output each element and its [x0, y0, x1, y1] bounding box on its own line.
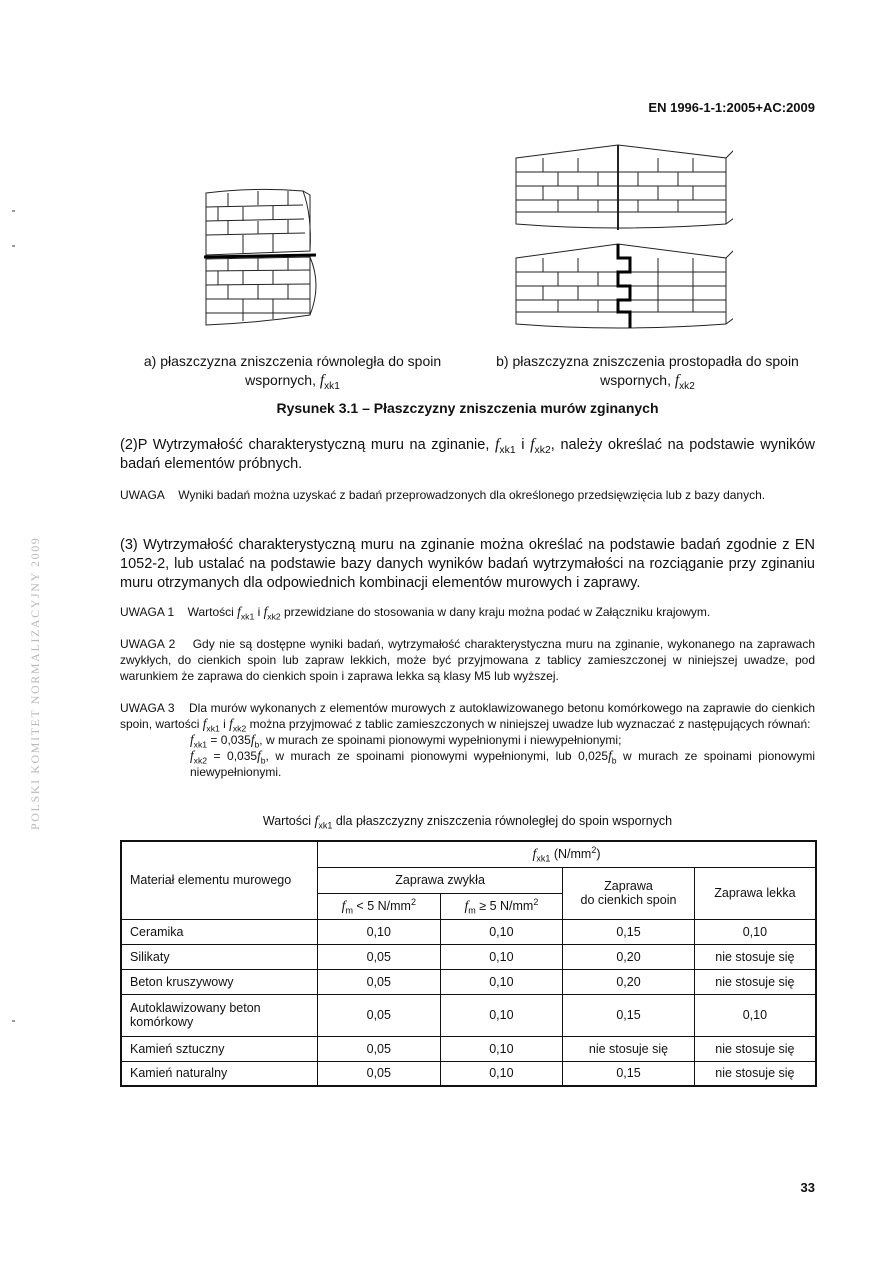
scan-dot — [12, 210, 15, 212]
note1-label: UWAGA 1 — [120, 605, 175, 619]
eq2-symbol: f — [190, 748, 194, 763]
fm-lt-sub: m — [345, 905, 353, 916]
thin-joint-mortar-header — [563, 867, 695, 919]
cell-ge: 0,10 — [440, 994, 563, 1036]
cell-ge: 0,10 — [440, 969, 563, 994]
thin-header-line1: Zaprawa — [604, 879, 653, 893]
note3-text1: Dla murów wykonanych z elementów murowych z autoklawizowanego betonu komórkowego na zaprawie do cienkich spoin, wartości — [120, 701, 816, 731]
table-caption-text1: Wartości — [262, 814, 315, 828]
table-caption — [120, 813, 815, 829]
fm-ge-text: ≥ 5 N/mm — [475, 899, 534, 913]
note0-label: UWAGA — [120, 488, 165, 502]
fxk1-header-unit-close: ) — [596, 847, 601, 862]
caption-b-prefix: wspornych, — [600, 372, 675, 388]
table-row — [121, 969, 816, 994]
eq2-symbol3: f — [608, 748, 612, 763]
note3-symbol2: f — [229, 716, 233, 731]
fxk1-header-exp: 2 — [591, 845, 597, 856]
equation-2 — [120, 748, 815, 780]
note3-symbol1: f — [202, 716, 207, 731]
fxk1-header-sub: xk1 — [536, 853, 551, 864]
fm-ge-5-header — [440, 893, 563, 919]
note0-text: Wyniki badań można uzyskać z badań przeprowadzonych dla określonego przedsięwzięcia lub z bazy danych. — [178, 488, 766, 502]
thin-header-line2: do cienkich spoin — [580, 893, 677, 907]
cell-light: nie stosuje się — [694, 1036, 816, 1061]
figure-title: Rysunek 3.1 – Płaszczyzny zniszczenia murów zginanych — [276, 400, 659, 416]
figure-a-wall-drawing — [198, 185, 328, 330]
fm-ge-exp: 2 — [533, 896, 539, 907]
caption-a-prefix: wspornych, — [245, 372, 320, 388]
eq2-sub3: b — [611, 755, 617, 766]
standard-code: EN 1996-1-1:2005+AC:2009 — [648, 100, 815, 115]
cell-thin: 0,15 — [563, 1061, 695, 1086]
material-header: Materiał elementu murowego — [121, 841, 318, 919]
row-material: Kamień naturalny — [121, 1061, 318, 1086]
row-material: Autoklawizowany beton komórkowy — [121, 994, 318, 1036]
table-row — [121, 1036, 816, 1061]
caption-b-line1: b) płaszczyzna zniszczenia prostopadła do spoin — [496, 353, 799, 369]
eq2-sub2: b — [260, 755, 266, 766]
cell-ge: 0,10 — [440, 1036, 563, 1061]
caption-a-line1: a) płaszczyzna zniszczenia równoległa do spoin — [143, 353, 442, 369]
eq2-sub: xk2 — [193, 755, 208, 766]
cell-light: nie stosuje się — [694, 1061, 816, 1086]
fm-lt-symbol: f — [341, 898, 346, 913]
para2-symbol2: f — [530, 436, 535, 453]
note2-label: UWAGA 2 — [120, 637, 176, 651]
table-row — [121, 1061, 816, 1086]
cell-ge: 0,10 — [440, 919, 563, 944]
note-uwaga-3 — [120, 700, 815, 780]
eq1-rest: , w murach ze spoinami pionowymi wypełnionymi i niewypełnionymi; — [259, 733, 622, 747]
cell-lt: 0,05 — [318, 994, 441, 1036]
note3-text3: można przyjmować z tablic zamieszczonych w niniejszej uwadze lub wyznaczać z następujących równań: — [246, 717, 811, 731]
caption-b-subscript: xk2 — [679, 380, 695, 392]
eq1-sub2: b — [254, 739, 260, 750]
scan-dot — [12, 1020, 15, 1022]
eq1-symbol: f — [190, 732, 194, 747]
cell-lt: 0,05 — [318, 944, 441, 969]
fxk1-header-unit: (N/mm — [550, 847, 592, 862]
fxk1-header-symbol: f — [532, 846, 537, 862]
note-uwaga-2 — [120, 636, 815, 684]
fm-lt-text: < 5 N/mm — [352, 899, 411, 913]
cell-lt: 0,05 — [318, 969, 441, 994]
row-material: Silikaty — [121, 944, 318, 969]
caption-b-symbol: f — [674, 372, 680, 389]
para2-text2: i — [515, 437, 531, 453]
table-caption-sub: xk1 — [318, 820, 333, 831]
cell-light: nie stosuje się — [694, 969, 816, 994]
cell-thin: 0,15 — [563, 919, 695, 944]
cell-lt: 0,05 — [318, 1036, 441, 1061]
equation-1 — [120, 732, 815, 748]
normal-mortar-header: Zaprawa zwykła — [318, 867, 563, 893]
flexural-strength-table — [120, 840, 817, 1087]
caption-a-subscript: xk1 — [324, 380, 340, 392]
note3-text2: i — [219, 717, 230, 731]
eq1-sub: xk1 — [193, 739, 208, 750]
note-uwaga-1 — [120, 604, 815, 620]
cell-lt: 0,05 — [318, 1061, 441, 1086]
caption-a-symbol: f — [319, 372, 325, 389]
scan-dot — [12, 245, 15, 247]
eq2-coef: = 0,035 — [207, 749, 258, 763]
cell-light: 0,10 — [694, 919, 816, 944]
note1-symbol1: f — [237, 604, 241, 619]
figure-caption-b — [475, 352, 820, 390]
cell-light: nie stosuje się — [694, 944, 816, 969]
table-caption-symbol: f — [314, 813, 319, 828]
note1-symbol2: f — [263, 604, 268, 619]
note3-label: UWAGA 3 — [120, 701, 175, 715]
figure-caption-a — [120, 352, 465, 390]
eq1-symbol2: f — [250, 732, 255, 747]
light-mortar-header: Zaprawa lekka — [694, 867, 816, 919]
cell-thin: 0,20 — [563, 944, 695, 969]
figure-b-wall-drawing — [508, 140, 733, 335]
para2-text1: (2)P Wytrzymałość charakterystyczną muru na zginanie, — [120, 437, 495, 453]
cell-ge: 0,10 — [440, 944, 563, 969]
note1-text1: Wartości — [187, 605, 238, 619]
watermark: POLSKI KOMITET NORMALIZACYJNY 2009 — [28, 536, 42, 830]
cell-lt: 0,10 — [318, 919, 441, 944]
fm-lt-5-header — [318, 893, 441, 919]
para2-sub1: xk1 — [499, 444, 516, 456]
para2-symbol1: f — [494, 436, 500, 453]
cell-thin: nie stosuje się — [563, 1036, 695, 1061]
table-row — [121, 919, 816, 944]
page-number: 33 — [800, 1180, 815, 1195]
note3-sub1: xk1 — [206, 723, 220, 734]
note3-sub2: xk2 — [232, 723, 247, 734]
cell-thin: 0,20 — [563, 969, 695, 994]
cell-ge: 0,10 — [440, 1061, 563, 1086]
row-material: Kamień sztuczny — [121, 1036, 318, 1061]
note1-text3: przewidziane do stosowania w dany kraju można podać w Załączniku krajowym. — [280, 605, 711, 619]
fm-ge-sub: m — [468, 905, 476, 916]
table-caption-text2: dla płaszczyzny zniszczenia równoległej do spoin wspornych — [332, 814, 673, 828]
table-row — [121, 994, 816, 1036]
row-material: Beton kruszywowy — [121, 969, 318, 994]
table-row — [121, 944, 816, 969]
eq2-rest1: , w murach ze spoinami pionowymi wypełnionymi, lub 0,025 — [265, 749, 609, 763]
eq1-coef: = 0,035 — [207, 733, 251, 747]
paragraph-3: (3) Wytrzymałość charakterystyczną muru na zginanie można określać na podstawie badań zgodnie z EN 1052-2, lub ustalać na podstawie bazy danych wyników badań wytrzymałości na rozciąganie przy zginaniu muru otrzymanych dla odpowiednich kombinacji elementów murowych i zaprawy. — [120, 537, 815, 591]
para2-sub2: xk2 — [534, 444, 551, 456]
note1-text2: i — [254, 605, 264, 619]
paragraph-2p — [120, 435, 815, 474]
fm-ge-symbol: f — [464, 898, 469, 913]
note2-text: Gdy nie są dostępne wyniki badań, wytrzymałość charakterystyczna muru na zginanie, wykonanego na zaprawach zwykłych, do cienkich spoin lub zapraw lekkich, może być przyjmowana z tablicy zamieszczonej w niniejszej uwadze, pod warunkiem że zaprawa do cienkich spoin i zaprawa lekka są klasy M5 lub wyższej. — [120, 637, 816, 683]
eq2-rest2: w murach ze spoinami pionowymi niewypełnionymi. — [190, 749, 815, 779]
para2-text3: , należy określać na podstawie wyników badań elementów próbnych. — [120, 437, 816, 472]
eq2-symbol2: f — [257, 748, 261, 763]
fxk1-header — [318, 841, 817, 867]
fm-lt-exp: 2 — [410, 896, 416, 907]
row-material: Ceramika — [121, 919, 318, 944]
note1-sub1: xk1 — [240, 611, 255, 622]
note1-sub2: xk2 — [267, 611, 281, 622]
cell-thin: 0,15 — [563, 994, 695, 1036]
note-uwaga — [120, 487, 815, 503]
cell-light: 0,10 — [694, 994, 816, 1036]
